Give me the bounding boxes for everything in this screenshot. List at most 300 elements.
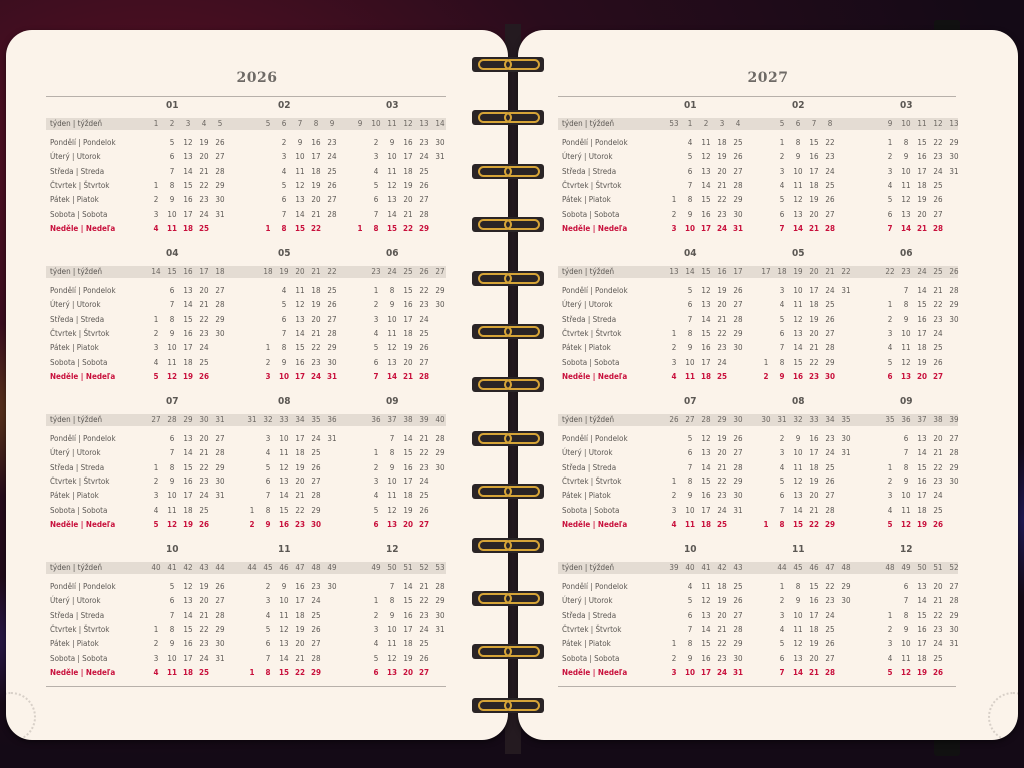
day-number: 30 xyxy=(435,138,445,147)
day-number: 25 xyxy=(825,462,835,472)
week-number: 42 xyxy=(717,563,727,572)
day-number: 8 xyxy=(687,476,693,486)
day-number: 7 xyxy=(687,180,693,190)
day-number: 24 xyxy=(419,314,429,324)
left-page-2026 xyxy=(6,30,508,740)
year-rule xyxy=(46,96,446,97)
day-number: 22 xyxy=(933,138,943,147)
day-number: 21 xyxy=(419,434,429,443)
weekday-label: Středa | Streda xyxy=(562,314,617,324)
day-number: 11 xyxy=(684,519,695,529)
day-number: 30 xyxy=(841,434,851,443)
day-number: 26 xyxy=(198,519,209,529)
day-number: 4 xyxy=(373,491,379,501)
day-number: 16 xyxy=(403,300,413,310)
week-number: 39 xyxy=(949,415,959,424)
day-number: 23 xyxy=(327,138,337,147)
ring-wire xyxy=(504,273,540,284)
day-number: 20 xyxy=(717,300,727,310)
day-number: 29 xyxy=(841,582,851,591)
day-number: 24 xyxy=(199,491,209,501)
day-number: 22 xyxy=(809,357,819,367)
day-number: 1 xyxy=(763,519,769,529)
weekday-label: Středa | Streda xyxy=(562,610,617,620)
month-number: 07 xyxy=(684,396,697,407)
day-number: 27 xyxy=(327,195,337,205)
day-number: 1 xyxy=(887,138,893,147)
day-number: 23 xyxy=(311,357,321,367)
day-number: 14 xyxy=(295,328,305,338)
month-number: 03 xyxy=(386,100,399,111)
day-number: 12 xyxy=(166,371,177,381)
day-number: 17 xyxy=(294,371,305,381)
weekday-label: Pondělí | Pondelok xyxy=(50,138,116,147)
year-heading: 2026 xyxy=(236,70,278,86)
day-number: 26 xyxy=(198,371,209,381)
week-number: 49 xyxy=(371,563,381,572)
day-number: 8 xyxy=(169,180,175,190)
day-number: 16 xyxy=(295,582,305,591)
day-number: 30 xyxy=(949,314,959,324)
month-number: 08 xyxy=(278,396,291,407)
week-number: 12 xyxy=(933,119,943,128)
day-number: 5 xyxy=(887,357,893,367)
week-number: 31 xyxy=(777,415,787,424)
day-number: 3 xyxy=(153,653,159,663)
weekday-label: Čtvrtek | Štvrtok xyxy=(50,476,110,486)
week-number: 2 xyxy=(703,119,709,128)
day-number: 2 xyxy=(249,519,255,529)
day-number: 17 xyxy=(701,357,711,367)
day-number: 8 xyxy=(169,462,175,472)
day-number: 14 xyxy=(792,223,803,233)
day-number: 4 xyxy=(779,624,785,634)
day-number: 15 xyxy=(809,138,819,147)
day-number: 15 xyxy=(701,639,711,649)
day-number: 24 xyxy=(419,152,429,162)
day-number: 23 xyxy=(419,300,429,310)
month-number: 02 xyxy=(792,100,805,111)
day-number: 1 xyxy=(265,343,271,353)
day-number: 27 xyxy=(311,639,321,649)
week-number: 31 xyxy=(215,415,225,424)
day-number: 24 xyxy=(716,667,727,677)
day-number: 6 xyxy=(169,434,175,443)
week-number: 37 xyxy=(917,415,927,424)
week-number: 22 xyxy=(885,267,895,276)
ring-wire xyxy=(504,59,540,70)
ring-wire xyxy=(504,433,540,444)
day-number: 19 xyxy=(403,343,413,353)
week-number: 18 xyxy=(215,267,225,276)
day-number: 7 xyxy=(265,491,271,501)
day-number: 9 xyxy=(779,371,785,381)
day-number: 23 xyxy=(199,639,209,649)
day-number: 14 xyxy=(279,491,289,501)
day-number: 23 xyxy=(825,434,835,443)
day-number: 3 xyxy=(671,505,677,515)
day-number: 13 xyxy=(701,610,711,620)
corner-ornament xyxy=(6,692,36,740)
weekday-label: Úterý | Utorok xyxy=(562,300,613,310)
day-number: 28 xyxy=(435,434,445,443)
day-number: 17 xyxy=(917,328,927,338)
day-number: 3 xyxy=(265,371,271,381)
day-number: 26 xyxy=(733,596,743,606)
day-number: 15 xyxy=(917,462,927,472)
day-number: 8 xyxy=(169,624,175,634)
month-number: 11 xyxy=(278,544,291,555)
day-number: 7 xyxy=(281,209,287,219)
day-number: 8 xyxy=(389,448,395,458)
weekday-label: Pátek | Piatok xyxy=(562,343,611,353)
day-number: 28 xyxy=(733,314,743,324)
month-number: 09 xyxy=(386,396,399,407)
day-number: 17 xyxy=(403,476,413,486)
day-number: 13 xyxy=(901,209,911,219)
week-number: 14 xyxy=(435,119,445,128)
day-number: 30 xyxy=(841,596,851,606)
day-number: 10 xyxy=(793,166,803,176)
day-number: 28 xyxy=(418,371,429,381)
week-number: 5 xyxy=(217,119,223,128)
day-number: 21 xyxy=(717,180,727,190)
weekday-label: Čtvrtek | Štvrtok xyxy=(50,624,110,634)
day-number: 12 xyxy=(387,343,397,353)
spiral-ring xyxy=(472,590,546,608)
day-number: 15 xyxy=(701,476,711,486)
weekday-label: Pondělí | Pondelok xyxy=(50,434,116,443)
week-number: 53 xyxy=(669,119,679,128)
week-label: týden | týždeň xyxy=(50,267,103,276)
day-number: 27 xyxy=(825,653,835,663)
day-number: 14 xyxy=(183,300,193,310)
week-number: 45 xyxy=(263,563,273,572)
day-number: 27 xyxy=(933,209,943,219)
week-number: 19 xyxy=(793,267,803,276)
day-number: 23 xyxy=(933,624,943,634)
day-number: 25 xyxy=(716,371,727,381)
day-number: 31 xyxy=(841,448,851,458)
day-number: 29 xyxy=(215,180,225,190)
day-number: 2 xyxy=(779,434,785,443)
day-number: 8 xyxy=(389,286,395,295)
day-number: 14 xyxy=(701,180,711,190)
spiral-ring xyxy=(472,537,546,555)
week-number: 46 xyxy=(279,563,289,572)
weekday-label: Úterý | Utorok xyxy=(562,448,613,458)
day-number: 2 xyxy=(887,314,893,324)
week-number: 31 xyxy=(247,415,257,424)
week-number: 47 xyxy=(825,563,835,572)
month-number: 10 xyxy=(166,544,179,555)
day-number: 16 xyxy=(403,610,413,620)
week-number: 35 xyxy=(885,415,895,424)
day-number: 9 xyxy=(687,653,693,663)
day-number: 14 xyxy=(793,343,803,353)
day-number: 26 xyxy=(327,180,337,190)
day-number: 10 xyxy=(295,152,305,162)
week-number: 9 xyxy=(357,119,363,128)
day-number: 2 xyxy=(887,476,893,486)
day-number: 5 xyxy=(281,300,287,310)
day-number: 24 xyxy=(419,624,429,634)
day-number: 12 xyxy=(387,653,397,663)
day-number: 21 xyxy=(809,505,819,515)
day-number: 2 xyxy=(671,209,677,219)
day-number: 9 xyxy=(903,476,909,486)
day-number: 2 xyxy=(373,610,379,620)
day-number: 24 xyxy=(311,434,321,443)
day-number: 15 xyxy=(386,223,397,233)
day-number: 22 xyxy=(199,180,209,190)
corner-ornament xyxy=(988,692,1018,740)
day-number: 27 xyxy=(733,610,743,620)
week-number: 23 xyxy=(901,267,911,276)
week-number: 27 xyxy=(151,415,161,424)
day-number: 8 xyxy=(373,223,379,233)
day-number: 28 xyxy=(733,462,743,472)
day-number: 1 xyxy=(153,624,159,634)
day-number: 17 xyxy=(809,166,819,176)
month-number: 05 xyxy=(278,248,291,259)
day-number: 20 xyxy=(809,209,819,219)
day-number: 15 xyxy=(183,180,193,190)
day-number: 13 xyxy=(387,195,397,205)
month-number: 04 xyxy=(166,248,179,259)
day-number: 29 xyxy=(824,519,835,529)
week-number: 36 xyxy=(371,415,381,424)
month-number: 01 xyxy=(166,100,179,111)
week-number: 10 xyxy=(371,119,381,128)
day-number: 3 xyxy=(153,209,159,219)
day-number: 17 xyxy=(917,166,927,176)
month-number: 11 xyxy=(792,544,805,555)
day-number: 30 xyxy=(327,582,337,591)
day-number: 13 xyxy=(183,152,193,162)
weekday-label: Neděle | Nedeľa xyxy=(50,223,116,233)
day-number: 27 xyxy=(825,209,835,219)
day-number: 4 xyxy=(373,328,379,338)
day-number: 20 xyxy=(717,610,727,620)
day-number: 1 xyxy=(249,667,255,677)
day-number: 27 xyxy=(419,357,429,367)
day-number: 19 xyxy=(311,180,321,190)
week-number: 41 xyxy=(701,563,711,572)
day-number: 3 xyxy=(779,610,785,620)
weekday-label: Úterý | Utorok xyxy=(562,596,613,606)
day-number: 21 xyxy=(933,286,943,295)
day-number: 23 xyxy=(825,596,835,606)
day-number: 4 xyxy=(887,505,893,515)
day-number: 10 xyxy=(167,491,177,501)
week-number: 48 xyxy=(885,563,895,572)
day-number: 4 xyxy=(265,448,271,458)
weekday-label: Pátek | Piatok xyxy=(50,491,99,501)
day-number: 28 xyxy=(215,166,225,176)
day-number: 18 xyxy=(717,138,727,147)
day-number: 31 xyxy=(435,152,445,162)
day-number: 4 xyxy=(687,138,693,147)
day-number: 13 xyxy=(183,434,193,443)
day-number: 29 xyxy=(435,448,445,458)
day-number: 6 xyxy=(687,300,693,310)
day-number: 25 xyxy=(311,610,321,620)
week-number: 22 xyxy=(841,267,851,276)
day-number: 24 xyxy=(825,166,835,176)
week-number: 12 xyxy=(403,119,413,128)
day-number: 17 xyxy=(295,434,305,443)
day-number: 17 xyxy=(183,343,193,353)
day-number: 7 xyxy=(373,371,379,381)
day-number: 2 xyxy=(281,138,287,147)
day-number: 9 xyxy=(281,582,287,591)
day-number: 25 xyxy=(933,180,943,190)
day-number: 18 xyxy=(700,371,711,381)
day-number: 8 xyxy=(903,138,909,147)
week-number: 6 xyxy=(281,119,287,128)
day-number: 13 xyxy=(183,596,193,606)
day-number: 5 xyxy=(887,667,893,677)
day-number: 29 xyxy=(949,300,959,310)
day-number: 28 xyxy=(215,300,225,310)
day-number: 29 xyxy=(311,505,321,515)
day-number: 24 xyxy=(199,209,209,219)
weekday-label: Středa | Streda xyxy=(562,166,617,176)
day-number: 9 xyxy=(795,434,801,443)
day-number: 5 xyxy=(687,286,693,295)
weekday-label: Neděle | Nedeľa xyxy=(50,519,116,529)
day-number: 11 xyxy=(701,138,711,147)
day-number: 7 xyxy=(903,596,909,606)
day-number: 4 xyxy=(265,610,271,620)
day-number: 23 xyxy=(199,195,209,205)
day-number: 30 xyxy=(435,300,445,310)
day-number: 20 xyxy=(402,519,413,529)
day-number: 16 xyxy=(809,596,819,606)
day-number: 4 xyxy=(671,371,677,381)
day-number: 21 xyxy=(808,223,819,233)
day-number: 12 xyxy=(701,152,711,162)
day-number: 7 xyxy=(687,314,693,324)
day-number: 9 xyxy=(687,491,693,501)
day-number: 30 xyxy=(215,476,225,486)
day-number: 31 xyxy=(326,371,337,381)
day-number: 6 xyxy=(169,286,175,295)
day-number: 27 xyxy=(733,166,743,176)
day-number: 20 xyxy=(933,434,943,443)
day-number: 25 xyxy=(933,505,943,515)
day-number: 20 xyxy=(295,639,305,649)
day-number: 6 xyxy=(779,209,785,219)
day-number: 30 xyxy=(215,328,225,338)
day-number: 30 xyxy=(949,152,959,162)
day-number: 18 xyxy=(311,286,321,295)
day-number: 27 xyxy=(215,434,225,443)
weekday-label: Pondělí | Pondelok xyxy=(562,286,628,295)
day-number: 8 xyxy=(903,610,909,620)
day-number: 25 xyxy=(716,519,727,529)
day-number: 31 xyxy=(733,505,743,515)
day-number: 21 xyxy=(916,223,927,233)
spiral-ring xyxy=(472,483,546,501)
day-number: 22 xyxy=(717,328,727,338)
day-number: 9 xyxy=(169,639,175,649)
week-number: 26 xyxy=(419,267,429,276)
day-number: 24 xyxy=(825,610,835,620)
day-number: 23 xyxy=(825,152,835,162)
day-number: 3 xyxy=(671,667,677,677)
day-number: 28 xyxy=(733,180,743,190)
day-number: 11 xyxy=(901,343,911,353)
year-rule xyxy=(558,96,956,97)
day-number: 9 xyxy=(903,624,909,634)
day-number: 14 xyxy=(917,448,927,458)
week-number: 29 xyxy=(717,415,727,424)
week-label: týden | týždeň xyxy=(562,119,615,128)
day-number: 28 xyxy=(824,667,835,677)
weekday-label: Čtvrtek | Štvrtok xyxy=(562,476,622,486)
day-number: 19 xyxy=(717,286,727,295)
day-number: 23 xyxy=(419,462,429,472)
day-number: 2 xyxy=(779,596,785,606)
day-number: 14 xyxy=(403,582,413,591)
day-number: 21 xyxy=(717,462,727,472)
week-number: 10 xyxy=(901,119,911,128)
day-number: 1 xyxy=(887,462,893,472)
week-number: 27 xyxy=(435,267,445,276)
day-number: 25 xyxy=(933,343,943,353)
week-number: 17 xyxy=(199,267,209,276)
week-number: 16 xyxy=(183,267,193,276)
day-number: 8 xyxy=(389,596,395,606)
day-number: 25 xyxy=(419,491,429,501)
day-number: 26 xyxy=(419,343,429,353)
day-number: 5 xyxy=(887,195,893,205)
day-number: 14 xyxy=(793,505,803,515)
day-number: 28 xyxy=(311,491,321,501)
day-number: 16 xyxy=(701,209,711,219)
day-number: 28 xyxy=(825,343,835,353)
day-number: 16 xyxy=(403,462,413,472)
day-number: 9 xyxy=(281,357,287,367)
day-number: 3 xyxy=(671,357,677,367)
weekday-label: Úterý | Utorok xyxy=(50,300,101,310)
day-number: 24 xyxy=(933,328,943,338)
day-number: 12 xyxy=(701,596,711,606)
day-number: 12 xyxy=(166,519,177,529)
day-number: 25 xyxy=(733,582,743,591)
day-number: 25 xyxy=(327,286,337,295)
day-number: 30 xyxy=(733,343,743,353)
week-number: 1 xyxy=(153,119,159,128)
day-number: 20 xyxy=(809,653,819,663)
week-number: 30 xyxy=(199,415,209,424)
week-number: 44 xyxy=(215,563,225,572)
day-number: 29 xyxy=(949,610,959,620)
day-number: 24 xyxy=(199,653,209,663)
day-number: 18 xyxy=(809,300,819,310)
day-number: 3 xyxy=(265,596,271,606)
day-number: 15 xyxy=(403,596,413,606)
day-number: 2 xyxy=(887,624,893,634)
week-number: 30 xyxy=(761,415,771,424)
day-number: 9 xyxy=(389,462,395,472)
day-number: 26 xyxy=(825,639,835,649)
weekday-label: Středa | Streda xyxy=(50,462,105,472)
week-number: 3 xyxy=(185,119,191,128)
day-number: 16 xyxy=(403,138,413,147)
